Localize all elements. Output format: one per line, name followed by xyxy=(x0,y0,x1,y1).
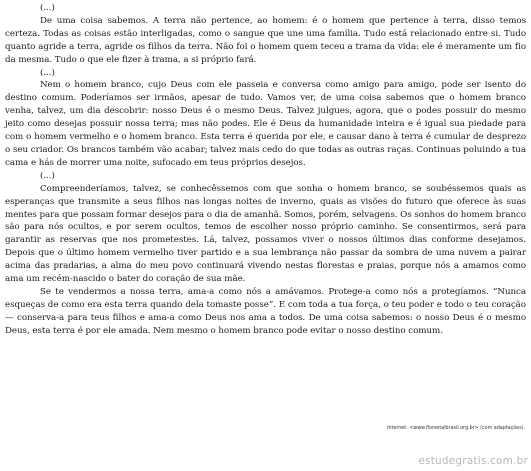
document-body xyxy=(5,2,526,338)
paragraph: De uma coisa sabemos. A terra não pertence, ao homem: é o homem que pertence à terra, disso temos certeza. Todas as coisas estão interligadas, como o sangue que une uma família. Tudo está relacionado entre si. Tudo quanto agride a terra, agride os filhos da terra. Não foi o homem quem teceu a trama da vida: ele é meramente um fio da mesma. Tudo o que ele fizer à trama, a si próprio fará. xyxy=(5,15,526,65)
site-watermark: estudegratis.com.br xyxy=(418,455,528,467)
paragraph: Compreenderíamos, talvez, se conhecêssemos com que sonha o homem branco, se soubéssemos quais as esperanças que transmite a seus filhos nas longas noites de inverno, quais as visões do futuro que oferece às suas mentes para que possam formar desejos para o dia de amanhã. Somos, porém, selvagens. Os sonhos do homem branco são para nós ocultos, e por serem ocultos, temos de escolher nosso próprio caminho. Se consentirmos, será para garantir as reservas que nos prometestes. Lá, talvez, possamos viver o nossos últimos dias conforme desejamos. Depois que o último homem vermelho tiver partido e a sua lembrança não passar da sombra de uma nuvem a pairar acima das pradarias, a alma do meu povo continuará vivendo nestas florestas e praias, porque nós a amamos como ama um recém-nascido o bater do coração de sua mãe. xyxy=(5,183,526,285)
source-citation: Internet: <www.florestalbrasil.org.br> (com adaptações). xyxy=(387,426,525,431)
ellipsis-marker: (...) xyxy=(40,170,55,181)
paragraph: Nem o homem branco, cujo Deus com ele passeia e conversa como amigo para amigo, pode ser isento do destino comum. Poderíamos ser irmãos, apesar de tudo. Vamos ver, de uma coisa sabemos que o homem branco venha, talvez, um dia descobrir: nosso Deus é o mesmo Deus. Talvez julgues, agora, que o podes possuir do mesmo jeito como desejas possuir nossa terra; mas não podes. Ele é Deus da humanidade inteira e é igual sua piedade para com o homem vermelho e o homem branco. Esta terra é querida por ele, e causar dano à terra é cumular de desprezo o seu criador. Os brancos também vão acabar; talvez mais cedo do que todas as outras raças. Continuas poluindo a tua cama e hás de morrer uma noite, sufocado em teus próprios desejos. xyxy=(5,80,526,168)
ellipsis-marker: (...) xyxy=(40,67,55,78)
ellipsis-marker: (...) xyxy=(40,3,55,13)
paragraph: Se te vendermos a nossa terra, ama-a como nós a amávamos. Protege-a como nós a protegíamos. “Nunca esqueças de como era esta terra quando dela tomaste posse”. E com toda a tua força, o teu poder e todo o teu coração — conserva-a para teus filhos e ama-a como Deus nos ama a todos. De uma coisa sabemos: o nosso Deus é o mesmo Deus, esta terra é por ele amada. Nem mesmo o homem branco pode evitar o nosso destino comum. xyxy=(5,286,526,336)
